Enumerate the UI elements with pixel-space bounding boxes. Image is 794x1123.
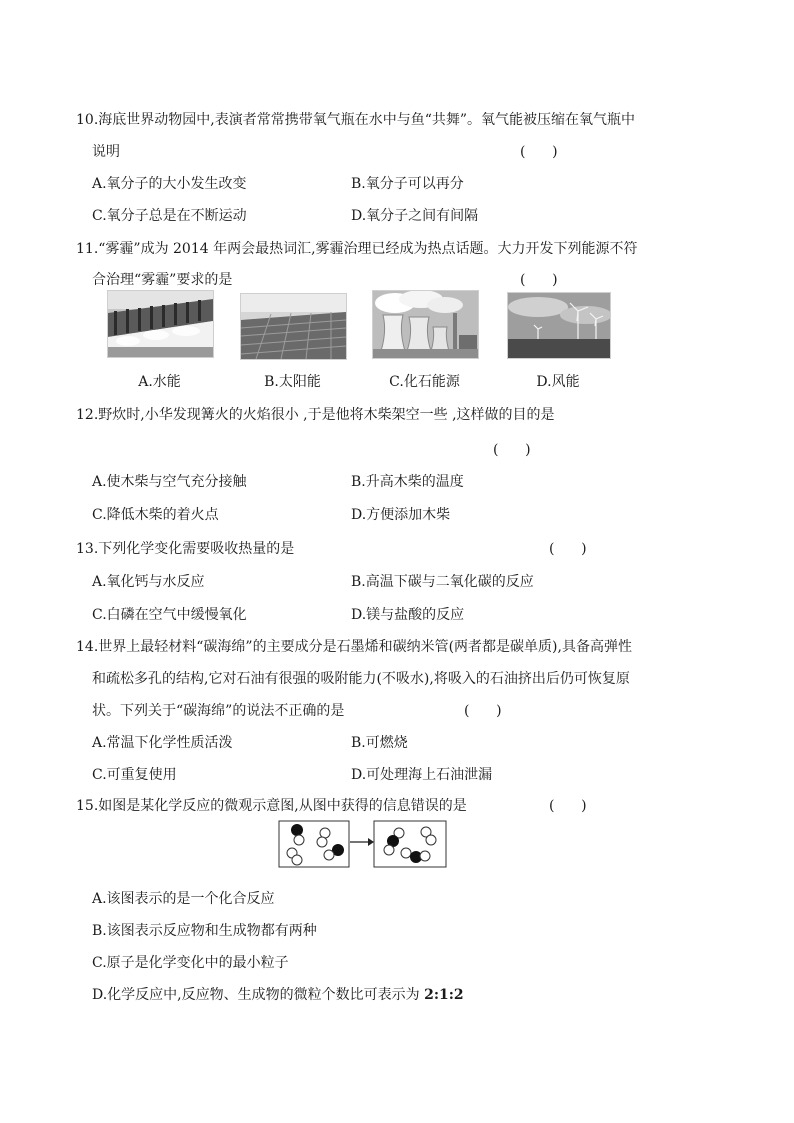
q15-option-c: C.原子是化学变化中的最小粒子 [92,955,289,971]
q11-caption-a: A.水能 [138,374,181,390]
q14-stem-line2: 和疏松多孔的结构,它对石油有很强的吸附能力(不吸水),将吸入的石油挤出后仍可恢复原 [92,671,630,687]
q12-option-b: B.升高木柴的温度 [351,474,464,490]
q14-option-b: B.可燃烧 [351,735,408,751]
q14-option-d: D.可处理海上石油泄漏 [351,767,493,783]
q13-answer-paren: ( ) [549,541,587,557]
q12-stem-line1: 12.野炊时,小华发现篝火的火焰很小 ,于是他将木柴架空一些 ,这样做的目的是 [76,407,555,423]
q15-answer-paren: ( ) [549,798,587,814]
q14-stem-line1: 14.世界上最轻材料“碳海绵”的主要成分是石墨烯和碳纳米管(两者都是碳单质),具备高弹性 [76,639,632,655]
q14-answer-paren: ( ) [464,703,502,719]
reaction-diagram [278,820,448,868]
q13-option-d: D.镁与盐酸的反应 [351,607,465,623]
q11-answer-paren: ( ) [520,272,558,288]
q14-option-c: C.可重复使用 [92,767,177,783]
q13-option-a: A.氧化钙与水反应 [92,574,205,590]
q10-stem-line2: 说明 [92,144,120,160]
q10-stem-line1: 10.海底世界动物园中,表演者常常携带氧气瓶在水中与鱼“共舞”。氧气能被压缩在氧气瓶中 [76,112,636,128]
q10-option-a: A.氧分子的大小发生改变 [92,176,247,192]
q10-option-c: C.氧分子总是在不断运动 [92,208,247,224]
reactants-box [279,821,349,867]
q14-option-a: A.常温下化学性质活泼 [92,735,233,751]
q12-option-c: C.降低木柴的着火点 [92,507,219,523]
q15-option-b: B.该图表示反应物和生成物都有两种 [92,923,317,939]
q15-option-d-ratio: 2:1:2 [424,987,464,1003]
solar-panels-image [240,293,347,360]
q11-caption-d: D.风能 [536,374,580,390]
q12-option-a: A.使木柴与空气充分接触 [92,474,247,490]
q15-option-d-text: D.化学反应中,反应物、生成物的微粒个数比可表示为 [92,987,425,1003]
q12-option-d: D.方便添加木柴 [351,507,451,523]
q11-caption-b: B.太阳能 [264,374,321,390]
q11-stem-line2: 合治理“雾霾”要求的是 [92,272,233,288]
q11-caption-c: C.化石能源 [389,374,460,390]
q12-answer-paren: ( ) [493,442,531,458]
q11-stem-line1: 11.“雾霾”成为 2014 年两会最热词汇,雾霾治理已经成为热点话题。大力开发下列能源不符 [76,241,638,257]
q13-stem-line1: 13.下列化学变化需要吸收热量的是 [76,541,295,557]
q15-stem-line1: 15.如图是某化学反应的微观示意图,从图中获得的信息错误的是 [76,798,467,814]
q13-option-c: C.白磷在空气中缓慢氧化 [92,607,247,623]
wind-turbines-image [507,292,611,359]
q15-option-a: A.该图表示的是一个化合反应 [92,891,275,907]
q13-option-b: B.高温下碳与二氧化碳的反应 [351,574,534,590]
products-box [374,821,446,867]
q10-option-b: B.氧分子可以再分 [351,176,464,192]
q10-option-d: D.氧分子之间有间隔 [351,208,479,224]
power-plant-image [372,290,479,359]
q14-stem-line3: 状。下列关于“碳海绵”的说法不正确的是 [92,703,345,719]
hydropower-dam-image [107,290,214,358]
q10-answer-paren: ( ) [520,144,558,160]
q15-option-d [92,986,464,1004]
